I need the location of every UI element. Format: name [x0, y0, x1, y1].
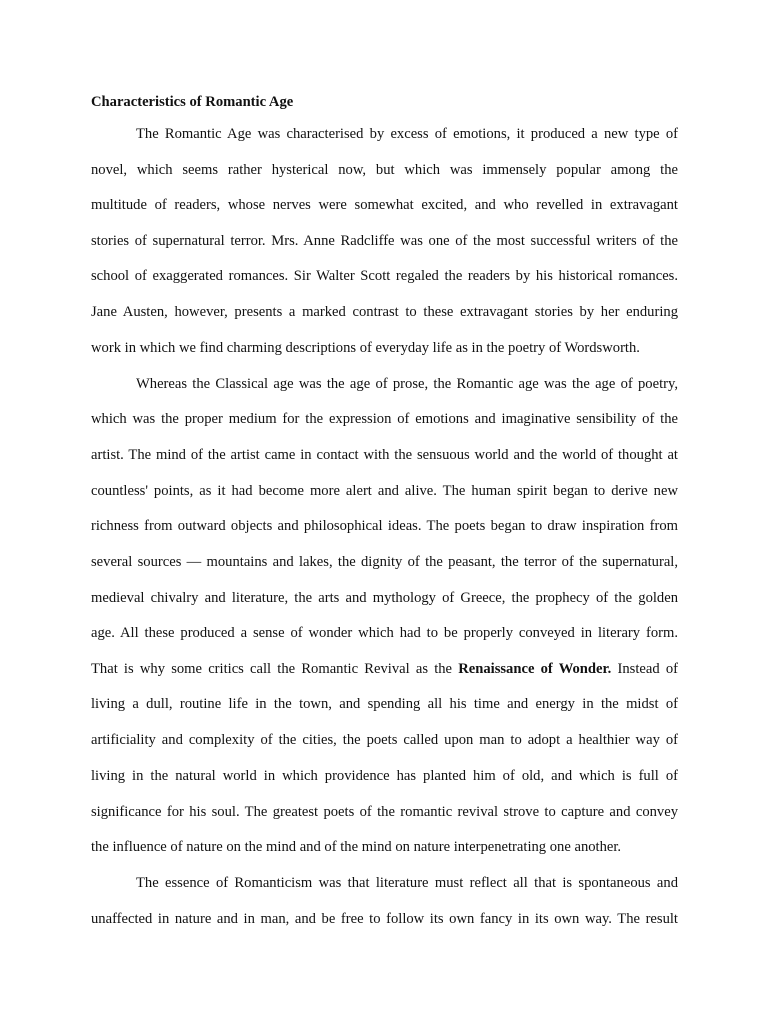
paragraph-1-line-7: work in which we find charming descriptions of everyday life as in the poetry of Wordsworth. [91, 340, 640, 356]
paragraph-1-line-6: Jane Austen, however, presents a marked contrast to these extravagant stories by her enduring [91, 304, 678, 320]
line-text-after-bold: Instead of [611, 661, 678, 677]
paragraph-2-line-11: artificiality and complexity of the cities, the poets called upon man to adopt a healthier way of [91, 732, 678, 748]
paragraph-1-line-1: The Romantic Age was characterised by excess of emotions, it produced a new type of [136, 126, 678, 142]
paragraph-2-line-8: age. All these produced a sense of wonder which had to be properly conveyed in literary form. [91, 625, 678, 641]
paragraph-2-line-5: richness from outward objects and philosophical ideas. The poets began to draw inspiration from [91, 518, 678, 534]
paragraph-2-line-14: the influence of nature on the mind and of the mind on nature interpenetrating one another. [91, 839, 622, 855]
paragraph-2-line-2: which was the proper medium for the expression of emotions and imaginative sensibility of the [91, 411, 678, 427]
paragraph-2-line-1: Whereas the Classical age was the age of prose, the Romantic age was the age of poetry, [136, 376, 678, 392]
line-text-before-bold: That is why some critics call the Romantic Revival as the [91, 661, 459, 677]
paragraph-3-line-2: unaffected in nature and in man, and be free to follow its own fancy in its own way. The result [91, 911, 678, 927]
renaissance-of-wonder-bold: Renaissance of Wonder. [458, 661, 612, 677]
paragraph-2-line-12: living in the natural world in which providence has planted him of old, and which is full of [91, 768, 678, 784]
paragraph-1-line-3: multitude of readers, whose nerves were somewhat excited, and who revelled in extravagant [91, 197, 678, 213]
document-title: Characteristics of Romantic Age [91, 94, 294, 110]
paragraph-3-line-1: The essence of Romanticism was that literature must reflect all that is spontaneous and [136, 875, 678, 891]
paragraph-2-line-4: countless' points, as it had become more alert and alive. The human spirit began to derive new [91, 483, 678, 499]
paragraph-2-line-10: living a dull, routine life in the town, and spending all his time and energy in the midst of [91, 696, 678, 712]
paragraph-2-line-7: medieval chivalry and literature, the arts and mythology of Greece, the prophecy of the golden [91, 590, 678, 606]
paragraph-2-line-13: significance for his soul. The greatest poets of the romantic revival strove to capture and convey [91, 804, 678, 820]
paragraph-2-line-6: several sources — mountains and lakes, the dignity of the peasant, the terror of the supernatural, [91, 554, 678, 570]
paragraph-1-line-2: novel, which seems rather hysterical now, but which was immensely popular among the [91, 162, 678, 178]
paragraph-2-line-3: artist. The mind of the artist came in contact with the sensuous world and the world of thought at [91, 447, 678, 463]
paragraph-1-line-4: stories of supernatural terror. Mrs. Anne Radcliffe was one of the most successful writers of the [91, 233, 678, 249]
paragraph-1-line-5: school of exaggerated romances. Sir Walter Scott regaled the readers by his historical romances. [91, 268, 678, 284]
paragraph-2-line-9 [91, 659, 678, 679]
